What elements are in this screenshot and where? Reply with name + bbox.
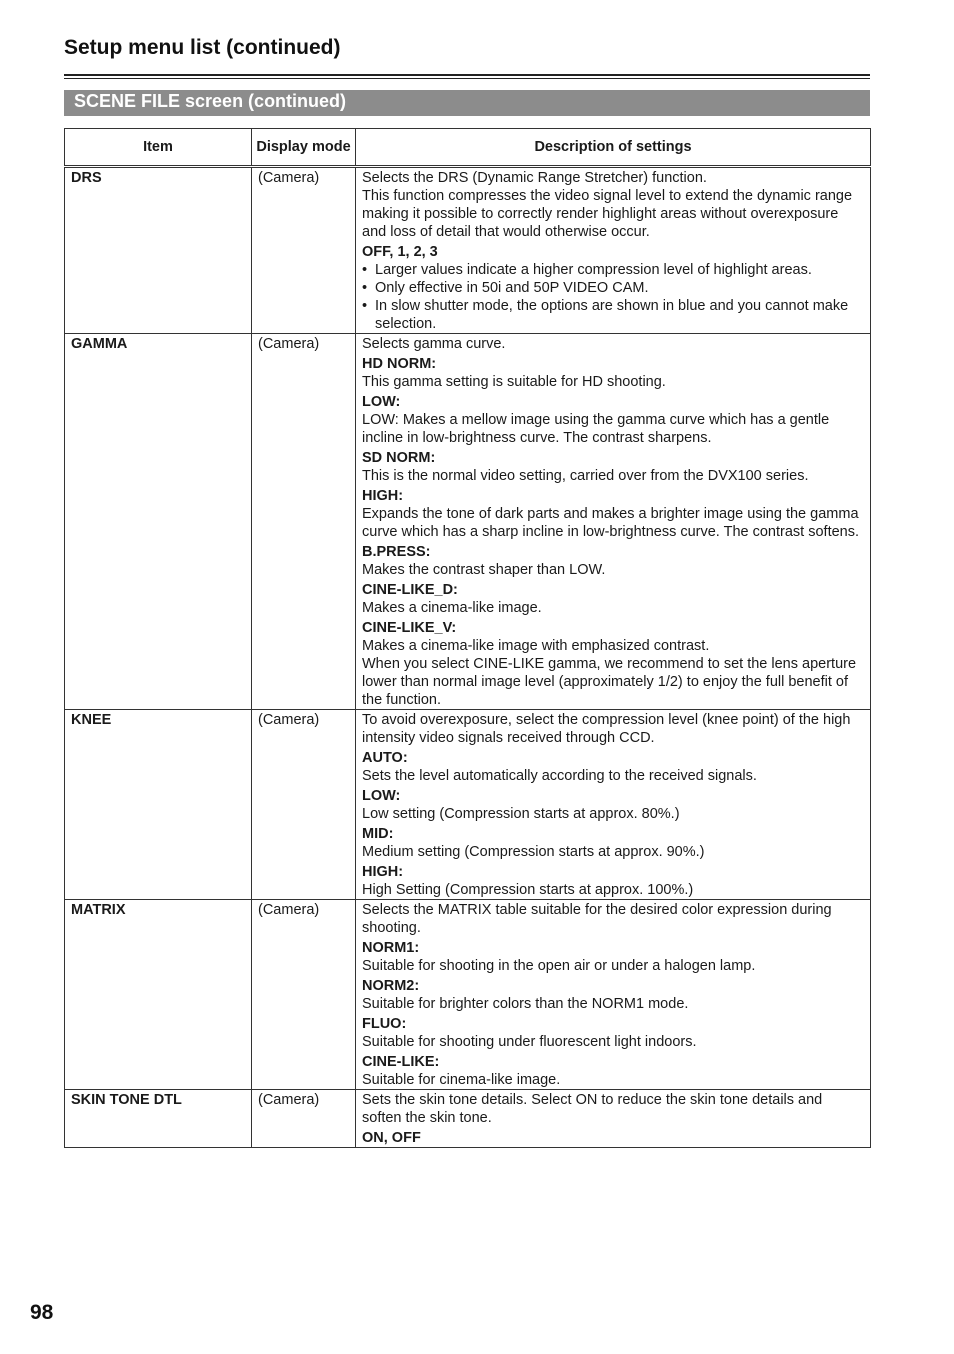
bullet-dot-icon: • xyxy=(362,262,368,278)
bullet-list xyxy=(362,261,864,333)
table-row xyxy=(65,1090,871,1148)
option-label: NORM1: xyxy=(362,940,420,956)
description-text: Sets the level automatically according to the received signals. xyxy=(362,768,757,784)
cell-display-mode: (Camera) xyxy=(252,167,356,334)
page-title: Setup menu list (continued) xyxy=(64,36,341,59)
description-text: Suitable for shooting in the open air or under a halogen lamp. xyxy=(362,958,756,974)
option-label: HD NORM: xyxy=(362,356,437,372)
cell-display-mode: (Camera) xyxy=(252,900,356,1090)
description-text: To avoid overexposure, select the compression level (knee point) of the high intensity video signals received through CCD. xyxy=(362,712,851,746)
cell-description xyxy=(356,167,871,334)
header-item: Item xyxy=(65,129,252,167)
description-text: High Setting (Compression starts at approx. 100%.) xyxy=(362,882,694,898)
bullet-text: Larger values indicate a higher compression level of highlight areas. xyxy=(375,262,812,278)
bullet-text: In slow shutter mode, the options are shown in blue and you cannot make selection. xyxy=(375,298,849,332)
description-text: Suitable for shooting under fluorescent light indoors. xyxy=(362,1034,697,1050)
option-label: CINE-LIKE_V: xyxy=(362,620,457,636)
cell-display-mode: (Camera) xyxy=(252,1090,356,1148)
cell-display-mode: (Camera) xyxy=(252,334,356,710)
description-text: Selects the MATRIX table suitable for the desired color expression during shooting. xyxy=(362,902,832,936)
table-header xyxy=(65,129,871,167)
cell-display-mode: (Camera) xyxy=(252,710,356,900)
cell-description xyxy=(356,1090,871,1148)
option-label: HIGH: xyxy=(362,864,404,880)
bullet-item xyxy=(362,261,864,279)
settings-table-container xyxy=(64,128,870,1148)
page-number: 98 xyxy=(30,1301,54,1324)
section-header-bar xyxy=(64,90,870,116)
cell-description xyxy=(356,334,871,710)
option-label: CINE-LIKE_D: xyxy=(362,582,458,598)
option-label: OFF, 1, 2, 3 xyxy=(362,244,438,260)
description-text: Expands the tone of dark parts and makes a brighter image using the gamma curve which has a sharp incline in low-brightness curve. The contrast softens. xyxy=(362,506,860,540)
description-text: This function compresses the video signal level to extend the dynamic range making it possible to correctly render highlight areas without overexposure and loss of detail that would otherwise occur. xyxy=(362,188,853,240)
bullet-item xyxy=(362,279,864,297)
description-text: Suitable for cinema-like image. xyxy=(362,1072,561,1088)
description-text: When you select CINE-LIKE gamma, we recommend to set the lens aperture lower than normal image level (approximately 1/2) to enjoy the full benefit of the function. xyxy=(362,656,857,708)
option-label: CINE-LIKE: xyxy=(362,1054,440,1070)
cell-description xyxy=(356,710,871,900)
description-text: Suitable for brighter colors than the NORM1 mode. xyxy=(362,996,689,1012)
bullet-item xyxy=(362,297,864,333)
table-row xyxy=(65,334,871,710)
description-text: Selects gamma curve. xyxy=(362,336,506,352)
table-row xyxy=(65,900,871,1090)
section-title: SCENE FILE screen (continued) xyxy=(74,91,347,111)
cell-item-name: MATRIX xyxy=(65,900,252,1090)
option-label: LOW: xyxy=(362,788,401,804)
cell-item-name: KNEE xyxy=(65,710,252,900)
option-label: FLUO: xyxy=(362,1016,407,1032)
title-rule-thin xyxy=(64,78,870,79)
description-text: Medium setting (Compression starts at approx. 90%.) xyxy=(362,844,705,860)
description-text: Makes a cinema-like image with emphasized contrast. xyxy=(362,638,710,654)
description-text: Sets the skin tone details. Select ON to reduce the skin tone details and soften the skin tone. xyxy=(362,1092,823,1126)
description-text: This gamma setting is suitable for HD shooting. xyxy=(362,374,666,390)
description-text: Makes the contrast shaper than LOW. xyxy=(362,562,606,578)
cell-item-name: GAMMA xyxy=(65,334,252,710)
bullet-text: Only effective in 50i and 50P VIDEO CAM. xyxy=(375,280,649,296)
description-text: Selects the DRS (Dynamic Range Stretcher) function. xyxy=(362,170,707,186)
option-label: MID: xyxy=(362,826,394,842)
header-display-mode: Display mode xyxy=(252,129,356,167)
table-row xyxy=(65,167,871,334)
cell-item-name: SKIN TONE DTL xyxy=(65,1090,252,1148)
option-label: ON, OFF xyxy=(362,1130,421,1146)
table-body xyxy=(65,167,871,1148)
cell-item-name: DRS xyxy=(65,167,252,334)
table-header-row xyxy=(65,129,871,167)
description-text: Makes a cinema-like image. xyxy=(362,600,542,616)
title-rule-thick xyxy=(64,74,870,76)
description-text: This is the normal video setting, carried over from the DVX100 series. xyxy=(362,468,809,484)
option-label: NORM2: xyxy=(362,978,420,994)
option-label: B.PRESS: xyxy=(362,544,431,560)
bullet-dot-icon: • xyxy=(362,280,368,296)
settings-table xyxy=(64,128,871,1148)
option-label: SD NORM: xyxy=(362,450,436,466)
cell-description xyxy=(356,900,871,1090)
header-description: Description of settings xyxy=(356,129,871,167)
option-label: AUTO: xyxy=(362,750,408,766)
table-row xyxy=(65,710,871,900)
bullet-dot-icon: • xyxy=(362,298,368,314)
option-label: LOW: xyxy=(362,394,401,410)
description-text: LOW: Makes a mellow image using the gamma curve which has a gentle incline in low-brightness curve. The contrast sharpens. xyxy=(362,412,830,446)
option-label: HIGH: xyxy=(362,488,404,504)
description-text: Low setting (Compression starts at approx. 80%.) xyxy=(362,806,680,822)
